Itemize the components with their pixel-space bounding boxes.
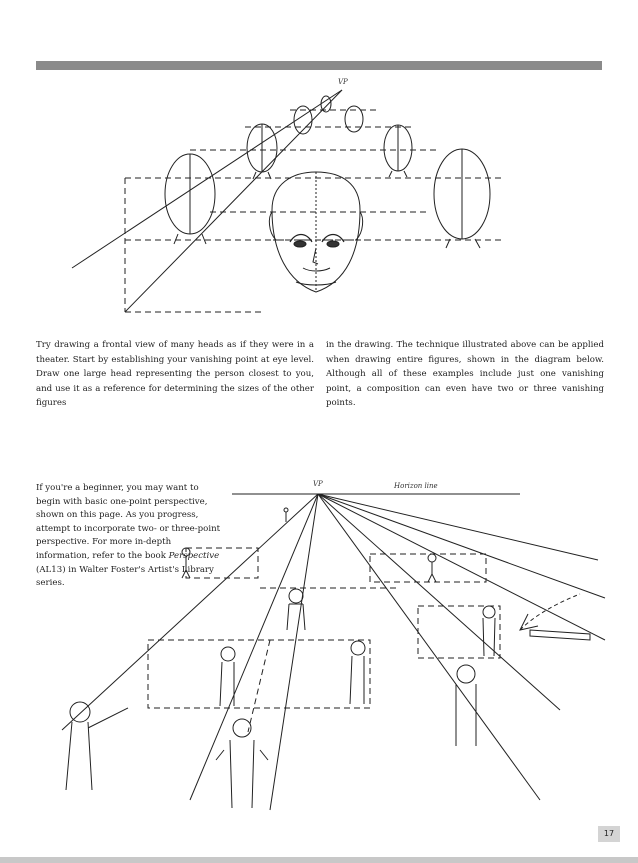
paragraph-left: Try drawing a frontal view of many heads as if they were in a theater. Start by establishing your vanishing point at eye level. Draw one large head representing the person closest to you, and use it as a reference for determining the sizes of the other figures xyxy=(36,340,314,409)
paragraph-right: in the drawing. The technique illustrated above can be applied when drawing entire figures, shown in the diagram below. Although all of these examples include just one vanishing point, a composition can even have two or three vanishing points. xyxy=(326,340,604,409)
sidebar-book-title: Perspective xyxy=(168,550,220,561)
header-bar xyxy=(36,61,602,70)
vp-label-top: VP xyxy=(338,78,348,86)
horizon-line-label: Horizon line xyxy=(394,482,438,490)
vp-label-bottom: VP xyxy=(313,480,323,488)
footer-bar xyxy=(0,857,638,863)
page-number: 17 xyxy=(598,826,620,842)
sidebar-text-part1: If you're a beginner, you may want to begin with basic one-point perspective, shown on this page. As you progress, attempt to incorporate two- or three-point perspective. For more in-depth information, refer to the book xyxy=(36,483,221,561)
heads-perspective-illustration xyxy=(0,72,638,322)
sidebar-paragraph xyxy=(36,482,222,591)
heads-perspective-drawing xyxy=(0,72,638,322)
sidebar-text-part2: (AL13) in Walter Foster's Artist's Library series. xyxy=(36,564,214,589)
